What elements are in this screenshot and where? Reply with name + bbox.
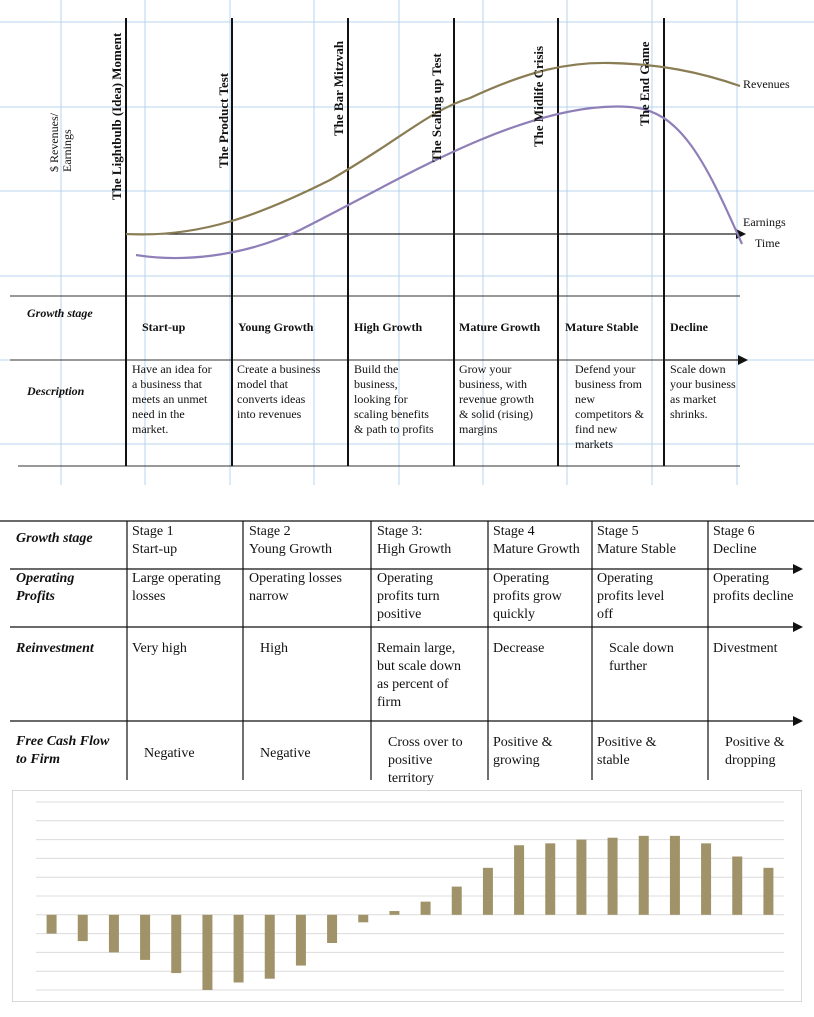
row-label-operating-profits: Operating Profits <box>16 571 75 604</box>
fcff-bar <box>265 915 275 979</box>
stage-header: Young Growth <box>238 320 314 334</box>
row-label-growth-stage: Growth stage <box>16 531 93 546</box>
stage-header: Start-up <box>142 320 186 334</box>
fcff-bar <box>576 840 586 915</box>
fcff-bar <box>545 843 555 914</box>
fcff-bar <box>109 915 119 953</box>
stage-description: Have an idea for a business that meets an unmet need in the market. <box>132 362 212 436</box>
fcff-bar <box>514 845 524 915</box>
table-fcff-cell: Positive & growing <box>493 735 553 768</box>
stage-header: High Growth <box>354 320 423 334</box>
fcff-bar <box>202 915 212 990</box>
stage-description: Create a business model that converts ideas into revenues <box>237 362 321 421</box>
stage-description: Defend your business from new competitors & find new markets <box>575 362 644 451</box>
table-reinvestment-cell: High <box>260 641 288 656</box>
stage-header: Decline <box>670 320 708 334</box>
table-stage-cell: Stage 1 Start-up <box>132 524 178 557</box>
row-label-fcff: Free Cash Flow to Firm <box>16 734 110 767</box>
table-op-profit-cell: Large operating losses <box>132 571 221 604</box>
table-reinvestment-cell: Very high <box>132 641 187 656</box>
fcff-bar <box>358 915 368 923</box>
table-fcff-cell: Positive & stable <box>597 735 657 768</box>
fcff-bar <box>639 836 649 915</box>
fcff-bar <box>421 902 431 915</box>
row-label-reinvestment: Reinvestment <box>16 641 94 656</box>
table-fcff-cell: Cross over to positive territory <box>388 735 463 786</box>
table-stage-cell: Stage 3: High Growth <box>377 524 452 557</box>
earnings-label: Earnings <box>743 215 786 229</box>
fcff-bar <box>234 915 244 983</box>
moment-label: The End Game <box>637 41 652 126</box>
fcff-bar <box>670 836 680 915</box>
stage-description: Grow your business, with revenue growth & solid (rising) margins <box>459 362 534 436</box>
table-reinvestment-cell: Divestment <box>713 641 778 656</box>
fcff-bar <box>389 911 399 915</box>
table-op-profit-cell: Operating losses narrow <box>249 571 342 604</box>
fcff-bar <box>78 915 88 941</box>
table-stage-cell: Stage 2 Young Growth <box>249 524 332 557</box>
table-op-profit-cell: Operating profits decline <box>713 571 794 604</box>
fcff-bar <box>47 915 57 934</box>
table-stage-cell: Stage 5 Mature Stable <box>597 524 676 557</box>
description-label: Description <box>27 384 85 398</box>
fcff-bar <box>732 857 742 915</box>
time-label: Time <box>755 236 780 250</box>
y-axis-label: $ Revenues/ Earnings <box>47 113 74 172</box>
table-fcff-cell: Positive & dropping <box>725 735 785 768</box>
moment-label: The Product Test <box>216 72 231 168</box>
revenues-label: Revenues <box>743 77 790 91</box>
fcff-bar <box>483 868 493 915</box>
moment-label: The Midlife Crisis <box>531 45 546 147</box>
fcff-bar <box>701 843 711 914</box>
fcff-bar-chart <box>12 790 802 1002</box>
moment-label: The Bar Mitzvah <box>331 40 346 136</box>
moment-label: The Scaling up Test <box>429 53 444 162</box>
table-stage-cell: Stage 4 Mature Growth <box>493 524 580 557</box>
table-op-profit-cell: Operating profits grow quickly <box>493 571 562 622</box>
table-fcff-cell: Negative <box>260 746 311 761</box>
stage-header: Mature Stable <box>565 320 639 334</box>
table-fcff-cell: Negative <box>144 746 195 761</box>
fcff-bar <box>171 915 181 973</box>
stage-description: Scale down your business as market shrinks. <box>670 362 736 421</box>
moment-label: The Lightbulb (Idea) Moment <box>109 32 124 200</box>
fcff-bar <box>608 838 618 915</box>
table-reinvestment-cell: Remain large, but scale down as percent of firm <box>377 641 461 710</box>
fcff-bar <box>763 868 773 915</box>
table-op-profit-cell: Operating profits level off <box>597 571 665 622</box>
stage-description: Build the business, looking for scaling benefits & path to profits <box>354 362 434 436</box>
fcff-bar <box>296 915 306 966</box>
fcff-bar <box>140 915 150 960</box>
fcff-bar <box>452 887 462 915</box>
stage-header: Mature Growth <box>459 320 541 334</box>
fcff-bar <box>327 915 337 943</box>
table-reinvestment-cell: Scale down further <box>609 641 674 674</box>
growth-stage-label: Growth stage <box>27 306 93 320</box>
table-stage-cell: Stage 6 Decline <box>713 524 757 557</box>
table-reinvestment-cell: Decrease <box>493 641 545 656</box>
table-op-profit-cell: Operating profits turn positive <box>377 571 440 622</box>
